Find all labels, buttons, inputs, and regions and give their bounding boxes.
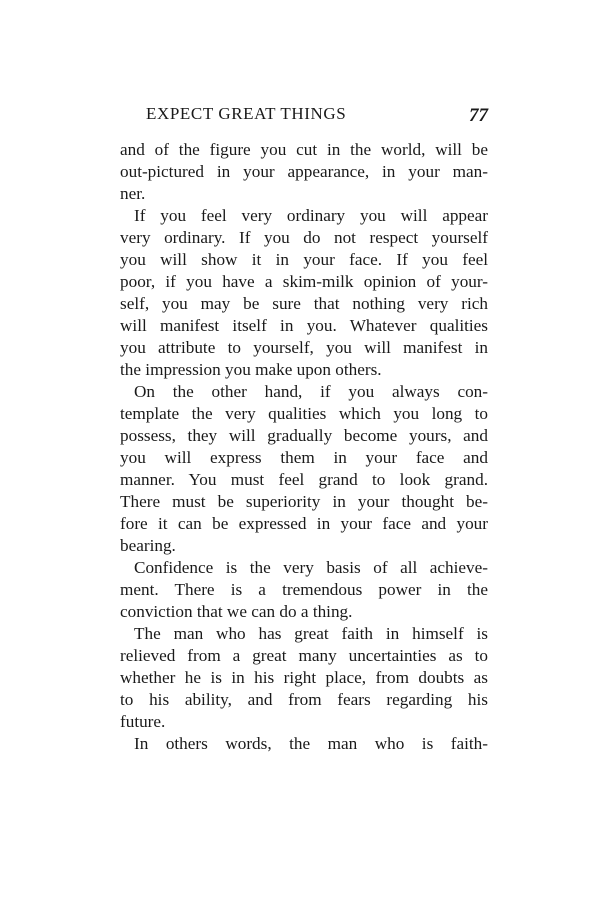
text-line: very ordinary. If you do not respect yourself — [120, 228, 488, 247]
text-line: self, you may be sure that nothing very rich — [120, 294, 488, 313]
text-line: template the very qualities which you long to — [120, 404, 488, 423]
page-body-text — [120, 139, 488, 755]
text-line: fore it can be expressed in your face and your — [120, 514, 488, 533]
text-line: whether he is in his right place, from doubts as — [120, 668, 488, 687]
text-line: ment. There is a tremendous power in the — [120, 580, 488, 599]
text-line: future. — [120, 712, 166, 731]
text-line: In others words, the man who is faith- — [134, 734, 488, 753]
text-line: out-pictured in your appearance, in your man- — [120, 162, 488, 181]
running-header — [120, 104, 488, 128]
text-line: conviction that we can do a thing. — [120, 602, 353, 621]
text-line: Confidence is the very basis of all achieve- — [134, 558, 488, 577]
text-line: will manifest itself in you. Whatever qualities — [120, 316, 488, 335]
text-line: you will show it in your face. If you feel — [120, 250, 488, 269]
text-line: manner. You must feel grand to look grand. — [120, 470, 488, 489]
chapter-title: EXPECT GREAT THINGS — [146, 104, 347, 123]
text-line: The man who has great faith in himself is — [134, 624, 488, 643]
page-number: 77 — [469, 105, 488, 126]
text-line: to his ability, and from fears regarding his — [120, 690, 488, 709]
text-line: On the other hand, if you always con- — [134, 382, 488, 401]
text-line: you attribute to yourself, you will manifest in — [120, 338, 488, 357]
text-line: and of the figure you cut in the world, will be — [120, 140, 488, 159]
text-line: possess, they will gradually become yours, and — [120, 426, 488, 445]
text-line: If you feel very ordinary you will appear — [134, 206, 488, 225]
text-line: ner. — [120, 184, 146, 203]
text-line: poor, if you have a skim-milk opinion of your- — [120, 272, 488, 291]
text-line: you will express them in your face and — [120, 448, 488, 467]
text-line: the impression you make upon others. — [120, 360, 382, 379]
text-line: bearing. — [120, 536, 176, 555]
text-line: There must be superiority in your thought be- — [120, 492, 488, 511]
text-line: relieved from a great many uncertainties as to — [120, 646, 488, 665]
